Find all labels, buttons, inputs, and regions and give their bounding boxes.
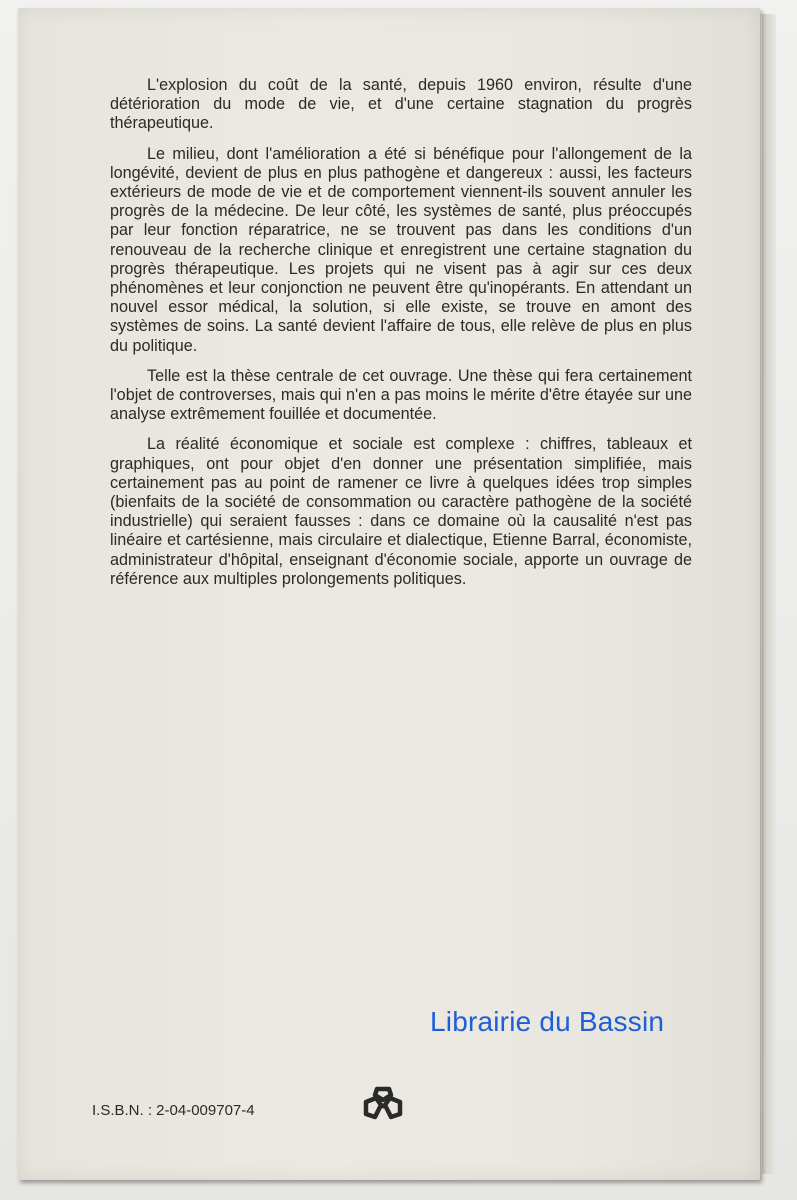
blurb-paragraph-2: Le milieu, dont l'amélioration a été si bénéfique pour l'allongement de la longévité, devient de plus en plus pathogène et dangereux : aussi, les facteurs extérieurs de mode de vie et de comportement viennent-ils souvent annuler les progrès de la médecine. De leur côté, les systèmes de santé, plus préoccupés par leur fonction réparatrice, ne se trouvent pas dans les conditions d'un renouveau de la recherche clinique et enregistrent une certaine stagnation du progrès thérapeutique. Les projets qui ne visent pas à agir sur ces deux phénomènes et leur conjonction ne peuvent être qu'inopérants. En attendant un nouvel essor médical, la solution, si elle existe, se trouve en amont des systèmes de soins. La santé devient l'affaire de tous, elle relève de plus en plus du politique.	[110, 144, 692, 355]
blurb-paragraph-4: La réalité économique et sociale est complexe : chiffres, tableaux et graphiques, ont pour objet d'en donner une présentation simplifiée, mais certainement pas au point de ramener ce livre à quelques idées trop simples (bienfaits de la société de consommation ou caractère pathogène de la société industrielle) qui seraient fausses : dans ce domaine où la causalité n'est pas linéaire et cartésienne, mais circulaire et dialectique, Etienne Barral, économiste, administrateur d'hôpital, enseignant d'économie sociale, apporte un ouvrage de référence aux multiples prolongements politiques.	[110, 435, 692, 588]
book-edge	[762, 14, 776, 1174]
isbn-label: I.S.B.N. : 2-04-009707-4	[92, 1102, 255, 1119]
blurb-paragraph-3: Telle est la thèse centrale de cet ouvrage. Une thèse qui fera certainement l'objet de controverses, mais qui n'en a pas moins le mérite d'être étayée sur une analyse extrêmement fouillée et documentée.	[110, 366, 692, 424]
blurb-paragraph-1: L'explosion du coût de la santé, depuis 1960 environ, résulte d'une détérioration du mode de vie, et d'une certaine stagnation du progrès thérapeutique.	[110, 76, 692, 133]
blurb-text	[110, 76, 692, 600]
bookseller-watermark: Librairie du Bassin	[430, 1006, 665, 1037]
triple-ring-logo-icon	[360, 1086, 406, 1122]
